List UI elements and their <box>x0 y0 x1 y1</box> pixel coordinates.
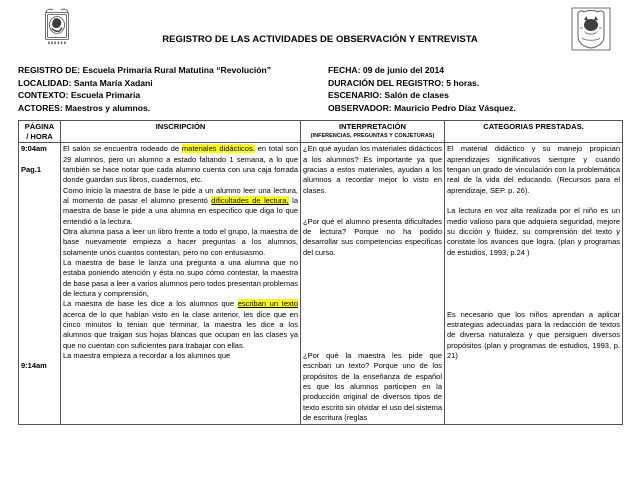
text-run: Como inicio la maestra de base le pide a un alumno leer una lectura, al momento de pasar el alumno presentó <box>63 185 298 205</box>
inscripcion-paragraph-1 <box>63 144 298 185</box>
categorias-spacer-3 <box>447 268 620 278</box>
metadata-left-column <box>18 64 328 114</box>
oaxaca-state-seal-icon <box>570 6 612 57</box>
interpretacion-spacer-1 <box>303 196 442 206</box>
table-row <box>19 143 623 425</box>
text-run: la maestra de base le pide a una alumna en especifico que diga lo que entendió a la lectura. <box>63 195 298 226</box>
inscripcion-paragraph-6: La maestra empieza a recordar a los alumnos que <box>63 351 231 361</box>
metadata-row-actores <box>18 102 328 115</box>
metadata-row-contexto <box>18 89 328 102</box>
interpretacion-spacer-8 <box>303 310 442 320</box>
column-header-line1: PÁGINA <box>24 122 55 132</box>
interpretacion-paragraph-3: ¿Por qué la maestra les pide que escriban un texto? Porque uno de los propósitos de la enseñanza de español es que los alumnos participen en la producción original de diversos tipos de texto escrito sin olvidar el uso del sistema de escritura (reglas <box>303 351 442 423</box>
text-run: acerca de lo que habían visto en la clase anterior, les dice que en cinco minutos lo tenian que terminar, la maestra les dice a los alumnos que traigan sus hojas blancas que ocupan en las clases ya que no cuentan con suficientes para trabajar con ellas. <box>63 309 298 350</box>
metadata-label: REGISTRO DE: <box>18 65 81 75</box>
interpretacion-spacer-7 <box>303 299 442 309</box>
interpretacion-spacer-11 <box>303 341 442 351</box>
metadata-row-fecha <box>328 64 622 77</box>
hora-spacer <box>21 155 58 165</box>
categorias-paragraph-3: Es necesario que los niños aprendan a aplicar estrategias adecuadas para la redacción de textos de diversa naturaleza y que persiguen diversos propósitos (plan y programas de estudios, 1993, p. 21) <box>447 309 620 361</box>
hora-gap <box>21 175 58 361</box>
metadata-row-escenario <box>328 89 622 102</box>
metadata-label: ESCENARIO: <box>328 90 382 101</box>
record-metadata <box>18 64 622 114</box>
column-header-subtitle: (INFERENCIAS, PREGUNTAS Y CONJETURAS) <box>310 132 435 139</box>
document-masthead <box>18 0 622 62</box>
metadata-value: 5 horas. <box>446 77 480 88</box>
timestamp-second: 9:14am <box>21 361 47 371</box>
metadata-label: CONTEXTO: <box>18 90 69 101</box>
interpretacion-spacer-3 <box>303 258 442 268</box>
categorias-paragraph-1: El material didáctico y su manejo propician aprendizajes significativos siempre y cuando tengan un grado de vinculación con la problemática real de la vida del educando. (Recursos para el aprendizaje, SEP. p. 26). <box>447 144 620 195</box>
interpretacion-spacer-10 <box>303 330 442 340</box>
interpretacion-paragraph-1: ¿En qué ayudan los materiales didácticos a los alumnos? Es importante ya que gracias a estos materiales, ayudan a los alumnos a recordar mejor lo visto en clases. <box>303 144 442 195</box>
metadata-row-observador <box>328 102 622 115</box>
column-header-inscripcion: INSCRIPCIÓN <box>61 121 301 143</box>
highlighted-text-dificultades-de-lectura: dificultades de lectura, <box>211 195 289 205</box>
column-header-categorias: CATEGORIAS PRESTADAS. <box>445 121 623 143</box>
metadata-label: FECHA: <box>328 65 361 75</box>
highlighted-text-escriban-un-texto: escriban un texto <box>237 299 298 309</box>
column-header-interpretacion <box>301 121 445 143</box>
cell-inscripcion <box>61 143 301 425</box>
table-header <box>19 121 623 143</box>
metadata-right-column <box>328 64 622 114</box>
timestamp-first: 9:04am <box>21 144 47 154</box>
metadata-value: Santa María Xadani <box>73 77 153 88</box>
metadata-value: 09 de junio del 2014 <box>362 65 445 75</box>
categorias-paragraph-2: La lectura en voz alta realizada por el niño es un medio valioso para que adquiera seguridad, mejore su dicción y fluidez, su comprensión del texto y constate los avances que logra. (plan y programas de estudios, 1993, p.24 ) <box>447 206 620 257</box>
interpretacion-spacer-9 <box>303 320 442 330</box>
inscripcion-paragraph-2 <box>63 186 298 227</box>
highlighted-text-materiales-didacticos: materiales didácticos. <box>181 144 255 154</box>
page-number: Pag.1 <box>21 164 42 174</box>
table-header-row <box>19 121 623 143</box>
page-title: REGISTRO DE LAS ACTIVIDADES DE OBSERVACIÓN Y ENTREVISTA <box>162 34 478 45</box>
metadata-row-localidad <box>18 77 328 90</box>
categorias-spacer-6 <box>447 299 620 309</box>
metadata-value: Salón de clases <box>384 90 449 101</box>
text-run: La maestra de base les dice a los alumnos que <box>63 299 238 309</box>
observation-registry-table <box>18 120 623 425</box>
interpretacion-spacer-6 <box>303 289 442 299</box>
text-run: El salón se encuentra rodeado de <box>63 144 182 154</box>
categorias-spacer-4 <box>447 279 620 289</box>
inscripcion-paragraph-4: La maestra de base le lanza una pregunta a una alumna que no estaba poniendo atención y ésta no supo cómo contestar, la maestra de base pasa a leer a varios alumnos pero todos presentan problemas de lectura y comprensión, <box>63 257 298 298</box>
interpretacion-paragraph-2: ¿Por qué el alumno presenta dificultades de lectura? Porque no ha podido desarrollar sus competencias especificas del curso. <box>303 216 442 257</box>
metadata-value: Escuela Primaria <box>70 90 141 101</box>
metadata-value: Mauricio Pedro Díaz Vásquez. <box>394 102 516 113</box>
metadata-label: DURACIÓN DEL REGISTRO: <box>328 77 444 88</box>
inscripcion-paragraph-3: Otra alumna pasa a leer un libro frente a todo el grupo, la maestra de base nuevamente empieza a hacer preguntas a los alumnos, solamente unos cuantos contestan, pero no con entusiasmo. <box>63 226 298 257</box>
metadata-label: OBSERVADOR: <box>328 102 392 113</box>
metadata-label: ACTORES: <box>18 102 63 113</box>
inscripcion-paragraph-5 <box>63 299 298 351</box>
interpretacion-spacer-4 <box>303 268 442 278</box>
column-header-pagina-hora <box>19 121 61 143</box>
column-header-main: INTERPRETACIÓN <box>339 122 406 132</box>
interpretacion-spacer-5 <box>303 279 442 289</box>
text-run: en total son 29 alumnos, pero un alumno a estado faltando 1 semana, a lo que también se hace notar que cada alumno cuenta con una caja forrada donde guardan sus libros, cuadernos, etc. <box>63 144 298 185</box>
interpretacion-spacer-2 <box>303 206 442 216</box>
cell-categorias-prestadas <box>445 143 623 425</box>
metadata-value: Maestros y alumnos. <box>65 102 151 113</box>
metadata-row-registro-de <box>18 64 328 77</box>
column-header-line2: / HORA <box>26 131 53 141</box>
cell-pagina-hora <box>19 143 61 425</box>
categorias-spacer-5 <box>447 289 620 299</box>
categorias-spacer-1 <box>447 196 620 206</box>
cell-interpretacion <box>301 143 445 425</box>
metadata-value: Escuela Primaria Rural Matutina “Revolución” <box>82 65 272 75</box>
table-body <box>19 143 623 425</box>
metadata-row-duracion <box>328 77 622 90</box>
metadata-label: LOCALIDAD: <box>18 77 72 88</box>
mexico-national-coat-of-arms-icon <box>34 6 80 55</box>
categorias-spacer-2 <box>447 258 620 268</box>
